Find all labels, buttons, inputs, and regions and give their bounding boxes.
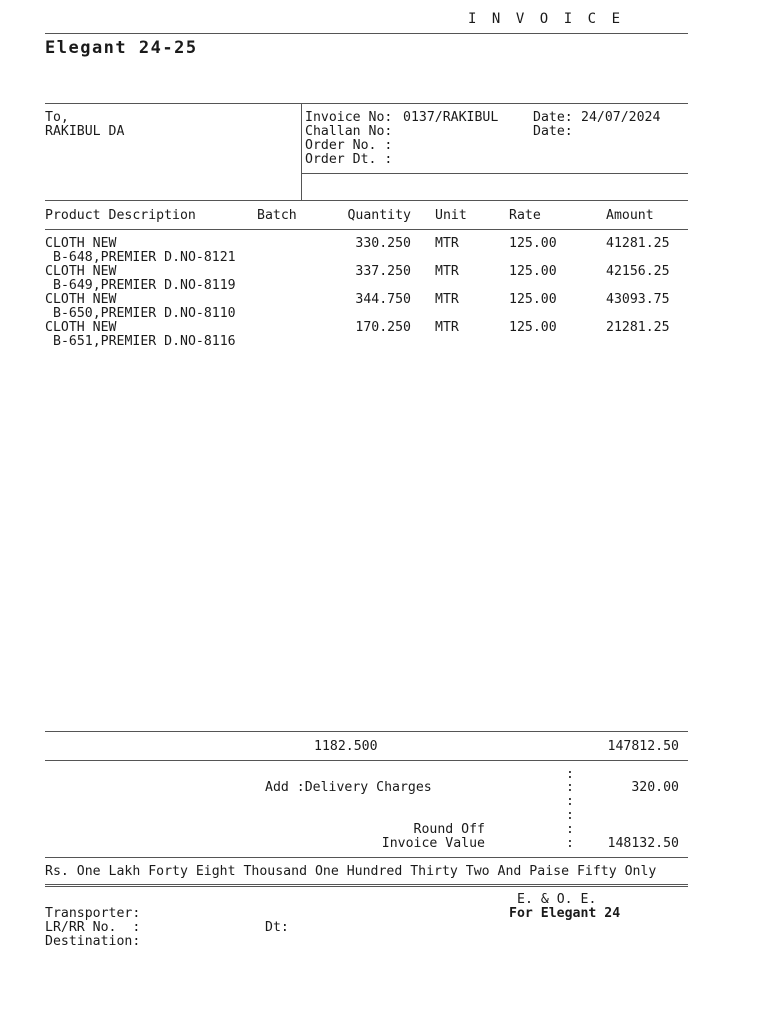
item-rate: 125.00 [509,236,557,251]
round-off-label: Round Off [413,822,485,837]
divider [45,200,688,201]
date-label: Date: [533,110,573,125]
item-detail: B-649,PREMIER D.NO-8119 [53,278,236,293]
dt-label: Dt: [265,920,289,935]
buyer-name: RAKIBUL DA [45,124,125,139]
divider [45,103,688,104]
colon-separator: : [566,836,574,851]
colon-separator: : [566,822,574,837]
col-header-unit: Unit [435,208,467,223]
divider [45,731,688,732]
item-rate: 125.00 [509,264,557,279]
invoice-no-label: Invoice No: [305,110,393,125]
challan-no-label: Challan No: [305,124,393,139]
transporter-label: Transporter: [45,906,141,921]
amount-in-words: Rs. One Lakh Forty Eight Thousand One Hundred Thirty Two And Paise Fifty Only [45,864,657,879]
item-unit: MTR [435,292,459,307]
item-detail: B-650,PREMIER D.NO-8110 [53,306,236,321]
eoe-note: E. & O. E. [517,892,597,907]
destination-label: Destination: [45,934,141,949]
item-rate: 125.00 [509,320,557,335]
item-quantity: 170.250 [355,320,411,335]
total-quantity: 1182.500 [314,739,378,754]
col-header-description: Product Description [45,208,196,223]
item-description: CLOTH NEW [45,264,117,279]
divider [45,857,688,858]
order-date-label: Order Dt. : [305,152,393,167]
delivery-charges-amount: 320.00 [631,780,679,795]
item-description: CLOTH NEW [45,292,117,307]
divider [45,760,688,761]
item-amount: 42156.25 [606,264,670,279]
item-rate: 125.00 [509,292,557,307]
col-header-batch: Batch [257,208,297,223]
item-amount: 21281.25 [606,320,670,335]
divider [45,229,688,230]
invoice-value-label: Invoice Value [381,836,485,851]
lr-rr-no-label: LR/RR No. : [45,920,141,935]
item-detail: B-651,PREMIER D.NO-8116 [53,334,236,349]
divider [301,173,688,174]
item-amount: 43093.75 [606,292,670,307]
item-quantity: 337.250 [355,264,411,279]
colon-separator: : [566,808,574,823]
item-quantity: 344.750 [355,292,411,307]
invoice-date: 24/07/2024 [581,110,661,125]
colon-separator: : [566,780,574,795]
item-unit: MTR [435,236,459,251]
item-unit: MTR [435,264,459,279]
item-amount: 41281.25 [606,236,670,251]
col-header-quantity: Quantity [347,208,411,223]
item-quantity: 330.250 [355,236,411,251]
order-no-label: Order No. : [305,138,393,153]
item-unit: MTR [435,320,459,335]
colon-separator: : [566,794,574,809]
invoice-value: 148132.50 [607,836,679,851]
for-company-signature: For Elegant 24 [509,906,621,921]
delivery-charges-label: Add :Delivery Charges [265,780,432,795]
divider [301,103,302,200]
document-title: INVOICE [468,11,636,27]
colon-separator: : [566,767,574,782]
total-amount: 147812.50 [607,739,679,754]
double-divider [45,884,688,887]
invoice-no: 0137/RAKIBUL [403,110,499,125]
to-label: To, [45,110,69,125]
divider [45,33,688,34]
col-header-amount: Amount [606,208,654,223]
item-detail: B-648,PREMIER D.NO-8121 [53,250,236,265]
item-description: CLOTH NEW [45,236,117,251]
challan-date-label: Date: [533,124,573,139]
col-header-rate: Rate [509,208,541,223]
item-description: CLOTH NEW [45,320,117,335]
company-name: Elegant 24-25 [45,38,198,58]
